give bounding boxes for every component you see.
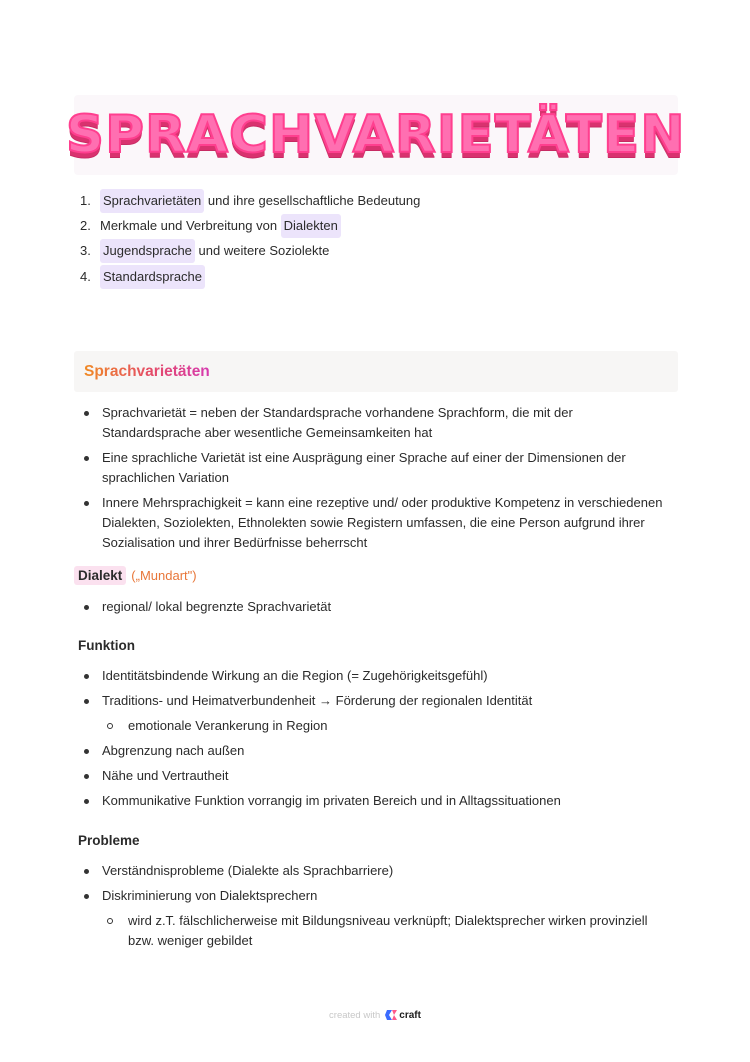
footer-created-text: created with xyxy=(329,1009,381,1021)
toc-link-sprachvarietaeten[interactable]: Sprachvarietäten xyxy=(100,189,204,213)
list-item: Abgrenzung nach außen xyxy=(80,741,670,761)
list-item: Kommunikative Funktion vorrangig im privaten Bereich und in Alltagssituationen xyxy=(80,791,670,811)
probleme-list xyxy=(80,861,670,956)
toc-item: 1. Sprachvarietäten und ihre gesellschaftliche Bedeutung xyxy=(80,188,420,213)
intro-list xyxy=(80,403,670,558)
dialekt-aside: („Mundart") xyxy=(131,568,197,583)
title-banner xyxy=(66,95,686,175)
funktion-heading: Funktion xyxy=(78,638,135,653)
funktion-list xyxy=(80,666,670,816)
list-item: Innere Mehrsprachigkeit = kann eine rezeptive und/ oder produktive Kompetenz in verschiedenen Dialekten, Soziolekten, Ethnolekten sowie Registern umfassen, die eine Person aufgrund ihrer Sozialisation und ihrer Bedürfnisse beherrscht xyxy=(80,493,670,553)
toc-item: 4. Standardsprache xyxy=(80,264,420,289)
list-item-nested: emotionale Verankerung in Region xyxy=(80,716,670,736)
craft-brand: craft xyxy=(399,1009,421,1021)
footer xyxy=(0,1009,750,1021)
toc-link-standardsprache[interactable]: Standardsprache xyxy=(100,265,205,289)
table-of-contents xyxy=(80,188,420,289)
list-item: Sprachvarietät = neben der Standardsprache vorhandene Sprachform, die mit der Standardsprache aber wesentliche Gemeinsamkeiten hat xyxy=(80,403,670,443)
list-item: Verständnisprobleme (Dialekte als Sprachbarriere) xyxy=(80,861,670,881)
toc-item: 2. Merkmale und Verbreitung von Dialekten xyxy=(80,213,420,238)
list-item: regional/ lokal begrenzte Sprachvarietät xyxy=(80,597,670,617)
list-item: Identitätsbindende Wirkung an die Region (= Zugehörigkeitsgefühl) xyxy=(80,666,670,686)
list-item: Diskriminierung von Dialektsprechern xyxy=(80,886,670,906)
section-title: Sprachvarietäten xyxy=(84,362,210,380)
section-header xyxy=(74,351,678,392)
list-item-nested: wird z.T. fälschlicherweise mit Bildungsniveau verknüpft; Dialektsprecher wirken provinziell bzw. weniger gebildet xyxy=(80,911,670,951)
dialekt-heading xyxy=(74,566,197,585)
page-title: SPRACHVARIETÄTEN xyxy=(66,105,686,165)
list-item: Traditions- und Heimatverbundenheit → Förderung der regionalen Identität xyxy=(80,691,670,711)
toc-item: 3. Jugendsprache und weitere Soziolekte xyxy=(80,239,420,264)
list-item: Nähe und Vertrautheit xyxy=(80,766,670,786)
toc-link-jugendsprache[interactable]: Jugendsprache xyxy=(100,239,195,263)
probleme-heading: Probleme xyxy=(78,833,140,848)
list-item: Eine sprachliche Varietät ist eine Ausprägung einer Sprache auf einer der Dimensionen der sprachlichen Variation xyxy=(80,448,670,488)
dialekt-list xyxy=(80,597,670,622)
toc-link-dialekten[interactable]: Dialekten xyxy=(281,214,341,238)
dialekt-term: Dialekt xyxy=(74,566,126,585)
craft-link[interactable] xyxy=(385,1009,421,1021)
craft-logo-icon xyxy=(385,1009,397,1021)
